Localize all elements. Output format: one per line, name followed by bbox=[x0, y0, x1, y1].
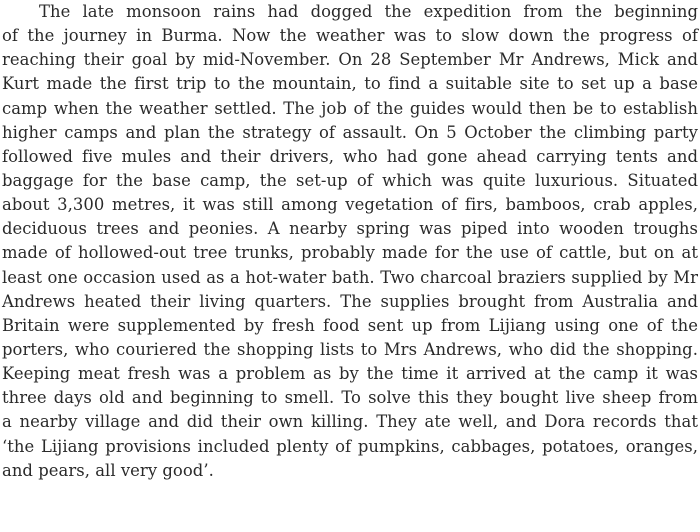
document-page bbox=[2, 0, 698, 483]
text-line: The late monsoon rains had dogged the expedition from the beginning bbox=[39, 2, 698, 21]
text-line: baggage for the base camp, the set-up of which was quite luxurious. Situated bbox=[2, 170, 698, 190]
text-line: Keeping meat fresh was a problem as by the time it arrived at the camp it was bbox=[2, 364, 698, 384]
text-line: higher camps and plan the strategy of assault. On 5 October the climbing party bbox=[2, 122, 698, 142]
text-line: ‘the Lijiang provisions included plenty of pumpkins, cabbages, potatoes, oranges, bbox=[2, 436, 698, 456]
text-line: least one occasion used as a hot-water bath. Two charcoal braziers supplied by Mr bbox=[2, 267, 698, 287]
text-line: deciduous trees and peonies. A nearby spring was piped into wooden troughs bbox=[2, 219, 698, 239]
text-line: porters, who couriered the shopping lists to Mrs Andrews, who did the shopping. bbox=[2, 339, 698, 359]
text-line: three days old and beginning to smell. To solve this they bought live sheep from bbox=[2, 388, 698, 408]
text-line: made of hollowed-out tree trunks, probably made for the use of cattle, but on at bbox=[2, 243, 698, 263]
text-line: Kurt made the first trip to the mountain, to find a suitable site to set up a base bbox=[2, 74, 698, 94]
text-line: reaching their goal by mid-November. On 28 September Mr Andrews, Mick and bbox=[2, 50, 698, 70]
text-line: Britain were supplemented by fresh food sent up from Lijiang using one of the bbox=[2, 315, 698, 335]
text-line: and pears, all very good’. bbox=[2, 460, 214, 480]
text-line: a nearby village and did their own killing. They ate well, and Dora records that bbox=[2, 412, 698, 432]
text-line: of the journey in Burma. Now the weather was to slow down the progress of bbox=[2, 26, 698, 46]
text-line: followed five mules and their drivers, who had gone ahead carrying tents and bbox=[2, 146, 698, 166]
body-paragraph bbox=[2, 0, 698, 483]
text-line: Andrews heated their living quarters. The supplies brought from Australia and bbox=[2, 291, 698, 311]
text-line: about 3,300 metres, it was still among vegetation of firs, bamboos, crab apples, bbox=[2, 195, 698, 215]
text-line: camp when the weather settled. The job of the guides would then be to establish bbox=[2, 98, 698, 118]
